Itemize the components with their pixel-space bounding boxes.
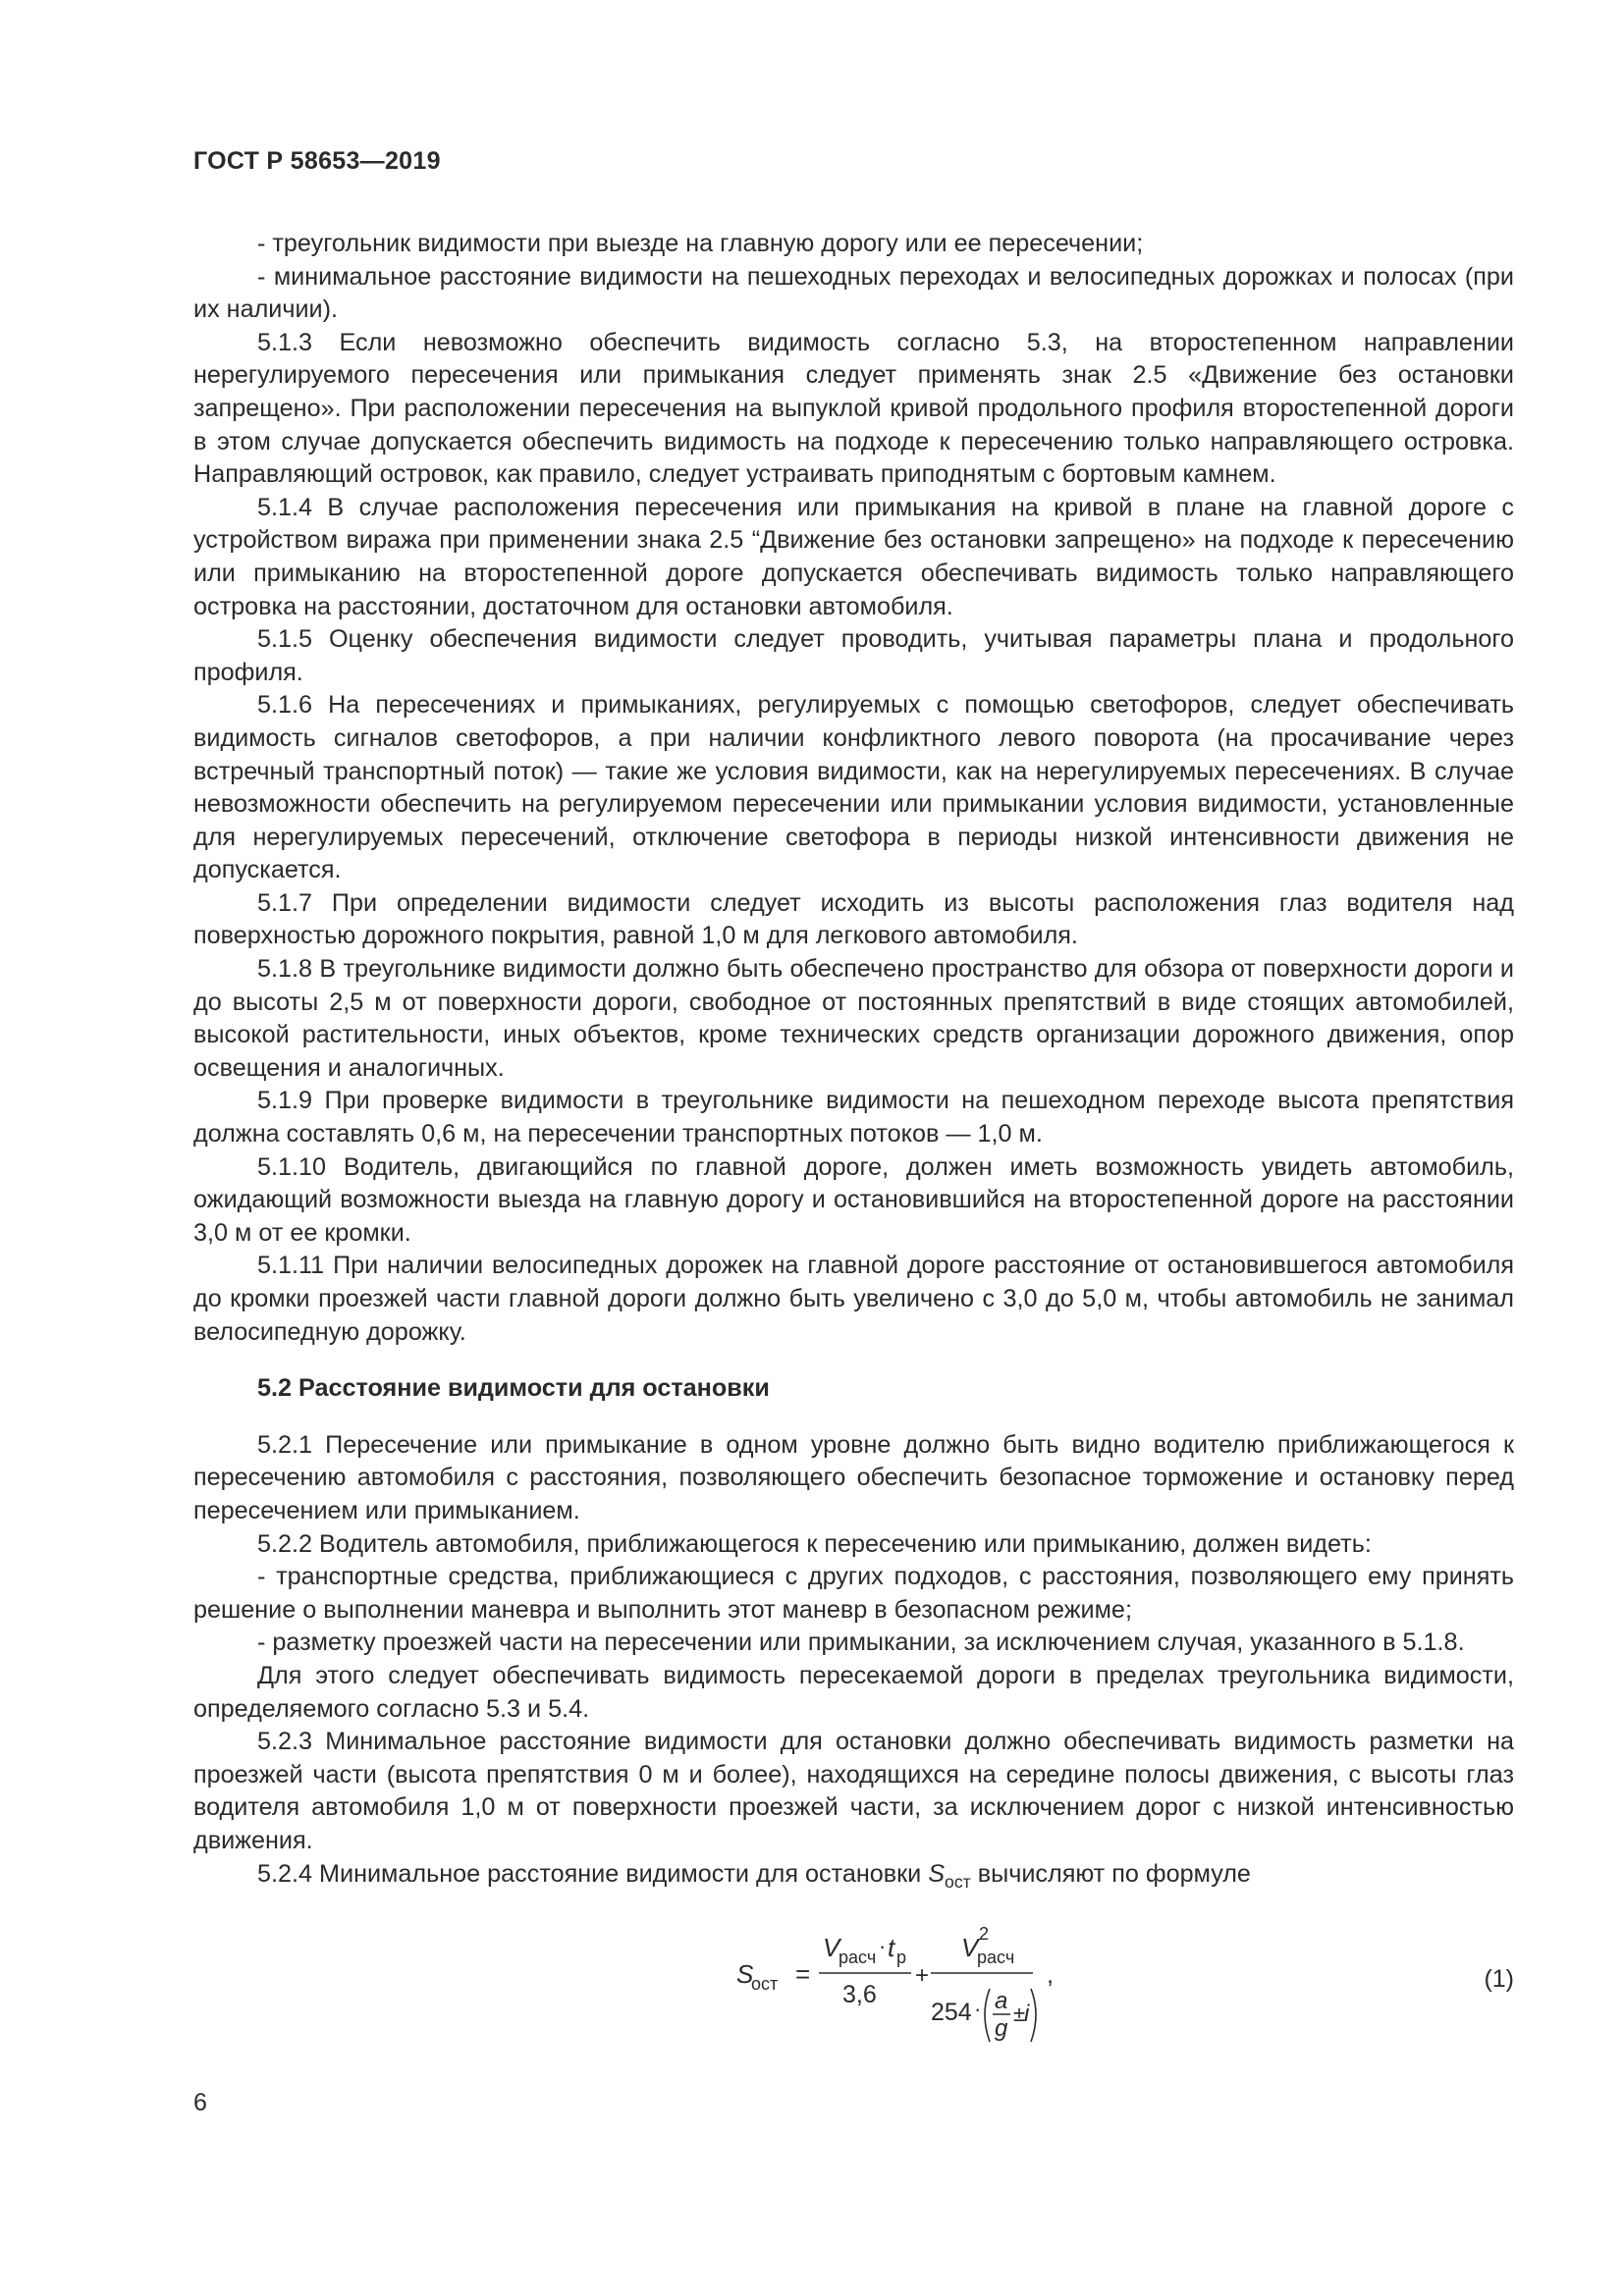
paragraph: 5.2.1 Пересечение или примыкание в одном уровне должно быть видно водителю приближающегося к пересечению автомобиля с расстояния, позволяющего обеспечить безопасное торможение и остановку перед пересечением или примыканием. [193, 1430, 1514, 1524]
equation-number: (1) [1484, 1965, 1514, 1993]
formula-intro-before: 5.2.4 Минимальное расстояние видимости для остановки [257, 1859, 929, 1888]
v-symbol: V [823, 1933, 840, 1962]
paragraph: 5.1.6 На пересечениях и примыканиях, регулируемых с помощью светофоров, следует обеспечивать видимость сигналов светофоров, а при наличии конфликтного левого поворота (на просачивание через встречный транспортный поток) — такие же условия видимости, как на нерегулируемых пересечениях. В случае невозможности обеспечить на регулируемом пересечении или примыкании условия видимости, установленные для нерегулируемых пересечений, отключение светофора в периоды низкой интенсивности движения не допускается. [193, 691, 1514, 884]
right-paren [1031, 1989, 1036, 2042]
paragraph: 5.2.3 Минимальное расстояние видимости для остановки должно обеспечивать видимость разметки на проезжей части (высота препятствия 0 м и более), находящихся на середине полосы движения, с высоты глаз водителя автомобиля 1,0 м от поверхности проезжей части, за исключением дорог с низкой интенсивностью движения. [193, 1728, 1514, 1854]
paragraph: - треугольник видимости при выезде на главную дорогу или ее пересечении; [257, 230, 1144, 257]
formula-intro-after: вычисляют по формуле [970, 1859, 1251, 1888]
lhs-subscript: ост [751, 1974, 779, 1994]
document-header: ГОСТ Р 58653—2019 [193, 147, 441, 175]
formula-comma: , [1047, 1961, 1054, 1989]
paragraph: 5.1.8 В треугольнике видимости должно быть обеспечено пространство для обзора от поверхности дороги и до высоты 2,5 м от поверхности дороги, свободное от постоянных препятствий в виде стоящих автомобилей, высокой растительности, иных объектов, кроме технических средств организации дорожного движения, опор освещения и аналогичных. [193, 955, 1514, 1082]
paragraph: - разметку проезжей части на пересечении или примыкании, за исключением случая, указанного в 5.1.8. [257, 1629, 1465, 1657]
plus-minus-sign: ± [1013, 2002, 1026, 2026]
v2-subscript: расч [977, 1948, 1015, 1967]
paragraph: 5.1.4 В случае расположения пересечения или примыкания на кривой в плане на главной дороге с устройством виража при применении знака 2.5 “Движение без остановки запрещено» на подходе к пересечению или примыканию на второстепенной дороге допускается обеспечивать видимость только направляющего островка на расстоянии, достаточном для остановки автомобиля. [193, 493, 1514, 620]
v2-superscript: 2 [979, 1924, 990, 1944]
equals-sign: = [795, 1959, 811, 1989]
paragraph: 5.1.7 При определении видимости следует исходить из высоты расположения глаз водителя над поверхностью дорожного покрытия, равной 1,0 м для легкового автомобиля. [193, 888, 1514, 950]
stopping-distance-formula [736, 1914, 1090, 2052]
denominator-1: 3,6 [842, 1981, 877, 2008]
paragraph: Для этого следует обеспечивать видимость пересекаемой дороги в пределах треугольника видимости, определяемого согласно 5.3 и 5.4. [193, 1661, 1514, 1723]
paragraph: 5.1.10 Водитель, двигающийся по главной дороге, должен иметь возможность увидеть автомобиль, ожидающий возможности выезда на главную дорогу и остановившийся на второстепенной дороге на расстоянии 3,0 м от ее кромки. [193, 1152, 1514, 1247]
g-symbol: g [995, 2015, 1008, 2042]
formula-intro [193, 1858, 1514, 1899]
paragraph: - минимальное расстояние видимости на пешеходных переходах и велосипедных дорожках и полосах (при их наличии). [193, 262, 1514, 324]
plus-sign: + [915, 1962, 930, 1989]
t-symbol: t [888, 1933, 895, 1962]
paragraph: 5.1.11 При наличии велосипедных дорожек на главной дороге расстояние от остановившегося автомобиля до кромки проезжей части главной дороги должно быть увеличено с 3,0 до 5,0 м, чтобы автомобиль не занимал велосипедную дорожку. [193, 1252, 1514, 1346]
page-number: 6 [193, 2089, 207, 2116]
formula-intro-symbol: S [928, 1859, 946, 1888]
t-subscript: р [896, 1948, 907, 1967]
paragraph: 5.1.5 Оценку обеспечения видимости следует проводить, учитывая параметры плана и продольного профиля. [193, 625, 1514, 686]
multiply-dot-2: · [974, 1997, 982, 2021]
paragraph: - транспортные средства, приближающиеся с других подходов, с расстояния, позволяющего ему принять решение о выполнении маневра и выполнить этот маневр в безопасном режиме; [193, 1563, 1514, 1624]
paragraph: 5.1.9 При проверке видимости в треугольнике видимости на пешеходном переходе высота препятствия должна составлять 0,6 м, на пересечении транспортных потоков — 1,0 м. [193, 1087, 1514, 1148]
left-paren [985, 1989, 990, 2042]
formula-intro-subscript: ост [945, 1871, 971, 1892]
v2-symbol: V [961, 1933, 979, 1962]
i-symbol: i [1024, 2001, 1030, 2027]
v-subscript: расч [839, 1948, 877, 1967]
lhs-symbol: S [736, 1959, 754, 1989]
body-text [193, 228, 1514, 1898]
formula-block [193, 1914, 1514, 2052]
paragraph: 5.1.3 Если невозможно обеспечить видимость согласно 5.3, на второстепенном направлении нерегулируемого пересечения или примыкания следует применять знак 2.5 «Движение без остановки запрещено». При расположении пересечения на выпуклой кривой продольного профиля второстепенной дороги в этом случае допускается обеспечить видимость на подходе к пересечению только направляющего островка. Направляющий островок, как правило, следует устраивать приподнятым с бортовым камнем. [193, 328, 1514, 489]
paragraph: 5.2.2 Водитель автомобиля, приближающегося к пересечению или примыканию, должен видеть: [257, 1529, 1372, 1558]
section-heading: 5.2 Расстояние видимости для остановки [257, 1374, 770, 1403]
denominator-2-coefficient: 254 [931, 1999, 972, 2026]
multiply-dot: · [879, 1934, 887, 1958]
a-symbol: a [995, 1988, 1008, 2014]
